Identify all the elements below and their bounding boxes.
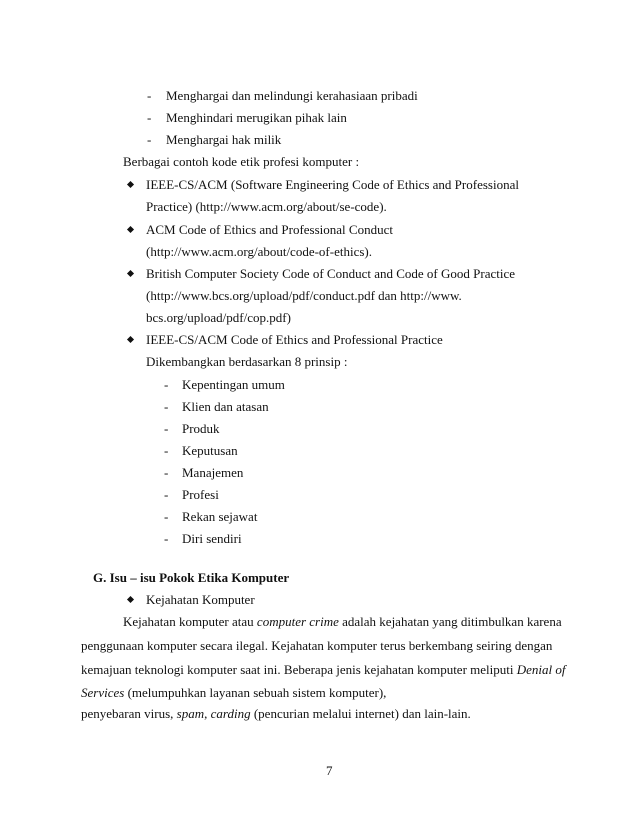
paragraph-line-3 — [81, 662, 566, 678]
example-bcs-line2: (http://www.bcs.org/upload/pdf/conduct.pdf dan http://www. — [146, 288, 462, 303]
section-heading: G. Isu – isu Pokok Etika Komputer — [93, 570, 290, 585]
eight-principle-item: Profesi — [182, 487, 219, 502]
text-run: adalah kejahatan yang ditimbulkan karena — [338, 614, 562, 629]
example-bcs-line1: British Computer Society Code of Conduct and Code of Good Practice — [146, 266, 515, 281]
italic-term: spam — [176, 706, 205, 721]
eight-principle-item: Keputusan — [182, 443, 238, 458]
list-dash: - — [164, 465, 169, 480]
text-run: kemajuan teknologi komputer saat ini. Beberapa jenis kejahatan komputer meliputi — [81, 662, 517, 677]
list-dash: - — [147, 110, 152, 125]
italic-term: carding — [210, 706, 251, 721]
square-bullet-icon — [127, 181, 134, 188]
list-dash: - — [164, 399, 169, 414]
diamond-bullet-icon — [127, 596, 134, 603]
eight-principle-item: Rekan sejawat — [182, 509, 258, 524]
example-bcs-line3: bcs.org/upload/pdf/cop.pdf) — [146, 310, 291, 325]
list-dash: - — [164, 531, 169, 546]
text-run: , — [204, 706, 211, 721]
square-bullet-icon — [127, 270, 134, 277]
example-ieee-se-line2: Practice) (http://www.acm.org/about/se-code). — [146, 199, 387, 214]
list-dash: - — [164, 443, 169, 458]
list-dash: - — [164, 509, 169, 524]
example-acm-line1: ACM Code of Ethics and Professional Conduct — [146, 222, 393, 237]
text-run: penggunaan komputer secara ilegal. Kejahatan komputer terus berkembang seiring dengan — [81, 638, 553, 653]
paragraph-line-1 — [123, 614, 562, 630]
text-run: penyebaran virus, — [81, 706, 177, 721]
square-bullet-icon — [127, 226, 134, 233]
example-ieee-se-line1: IEEE-CS/ACM (Software Engineering Code of Ethics and Professional — [146, 177, 519, 192]
paragraph-line-4 — [81, 685, 386, 701]
italic-term: computer crime — [256, 614, 339, 629]
text-run: Kejahatan komputer atau — [123, 614, 257, 629]
text-run: (melumpuhkan layanan sebuah sistem komputer), — [124, 685, 387, 700]
page-number: 7 — [326, 763, 333, 778]
eight-principle-item: Klien dan atasan — [182, 399, 269, 414]
eight-principle-item: Diri sendiri — [182, 531, 242, 546]
paragraph-line-5 — [81, 706, 471, 722]
principle-item: Menghindari merugikan pihak lain — [166, 110, 347, 125]
examples-intro: Berbagai contoh kode etik profesi komputer : — [123, 154, 360, 169]
eight-principle-item: Manajemen — [182, 465, 244, 480]
paragraph-line-2 — [81, 638, 552, 654]
text-run: (pencurian melalui internet) dan lain-lain. — [250, 706, 471, 721]
section-sub-bullet: Kejahatan Komputer — [146, 592, 255, 607]
list-dash: - — [164, 487, 169, 502]
list-dash: - — [147, 132, 152, 147]
italic-term: Denial of — [516, 662, 566, 677]
eight-principle-item: Produk — [182, 421, 220, 436]
example-ieee-ep-line1: IEEE-CS/ACM Code of Ethics and Professional Practice — [146, 332, 443, 347]
example-ieee-ep-line2: Dikembangkan berdasarkan 8 prinsip : — [146, 354, 348, 369]
principle-item: Menghargai dan melindungi kerahasiaan pribadi — [166, 88, 418, 103]
principle-item: Menghargai hak milik — [166, 132, 282, 147]
list-dash: - — [164, 377, 169, 392]
list-dash: - — [164, 421, 169, 436]
list-dash: - — [147, 88, 152, 103]
eight-principle-item: Kepentingan umum — [182, 377, 285, 392]
italic-term: Services — [81, 685, 125, 700]
example-acm-line2: (http://www.acm.org/about/code-of-ethics). — [146, 244, 372, 259]
square-bullet-icon — [127, 336, 134, 343]
